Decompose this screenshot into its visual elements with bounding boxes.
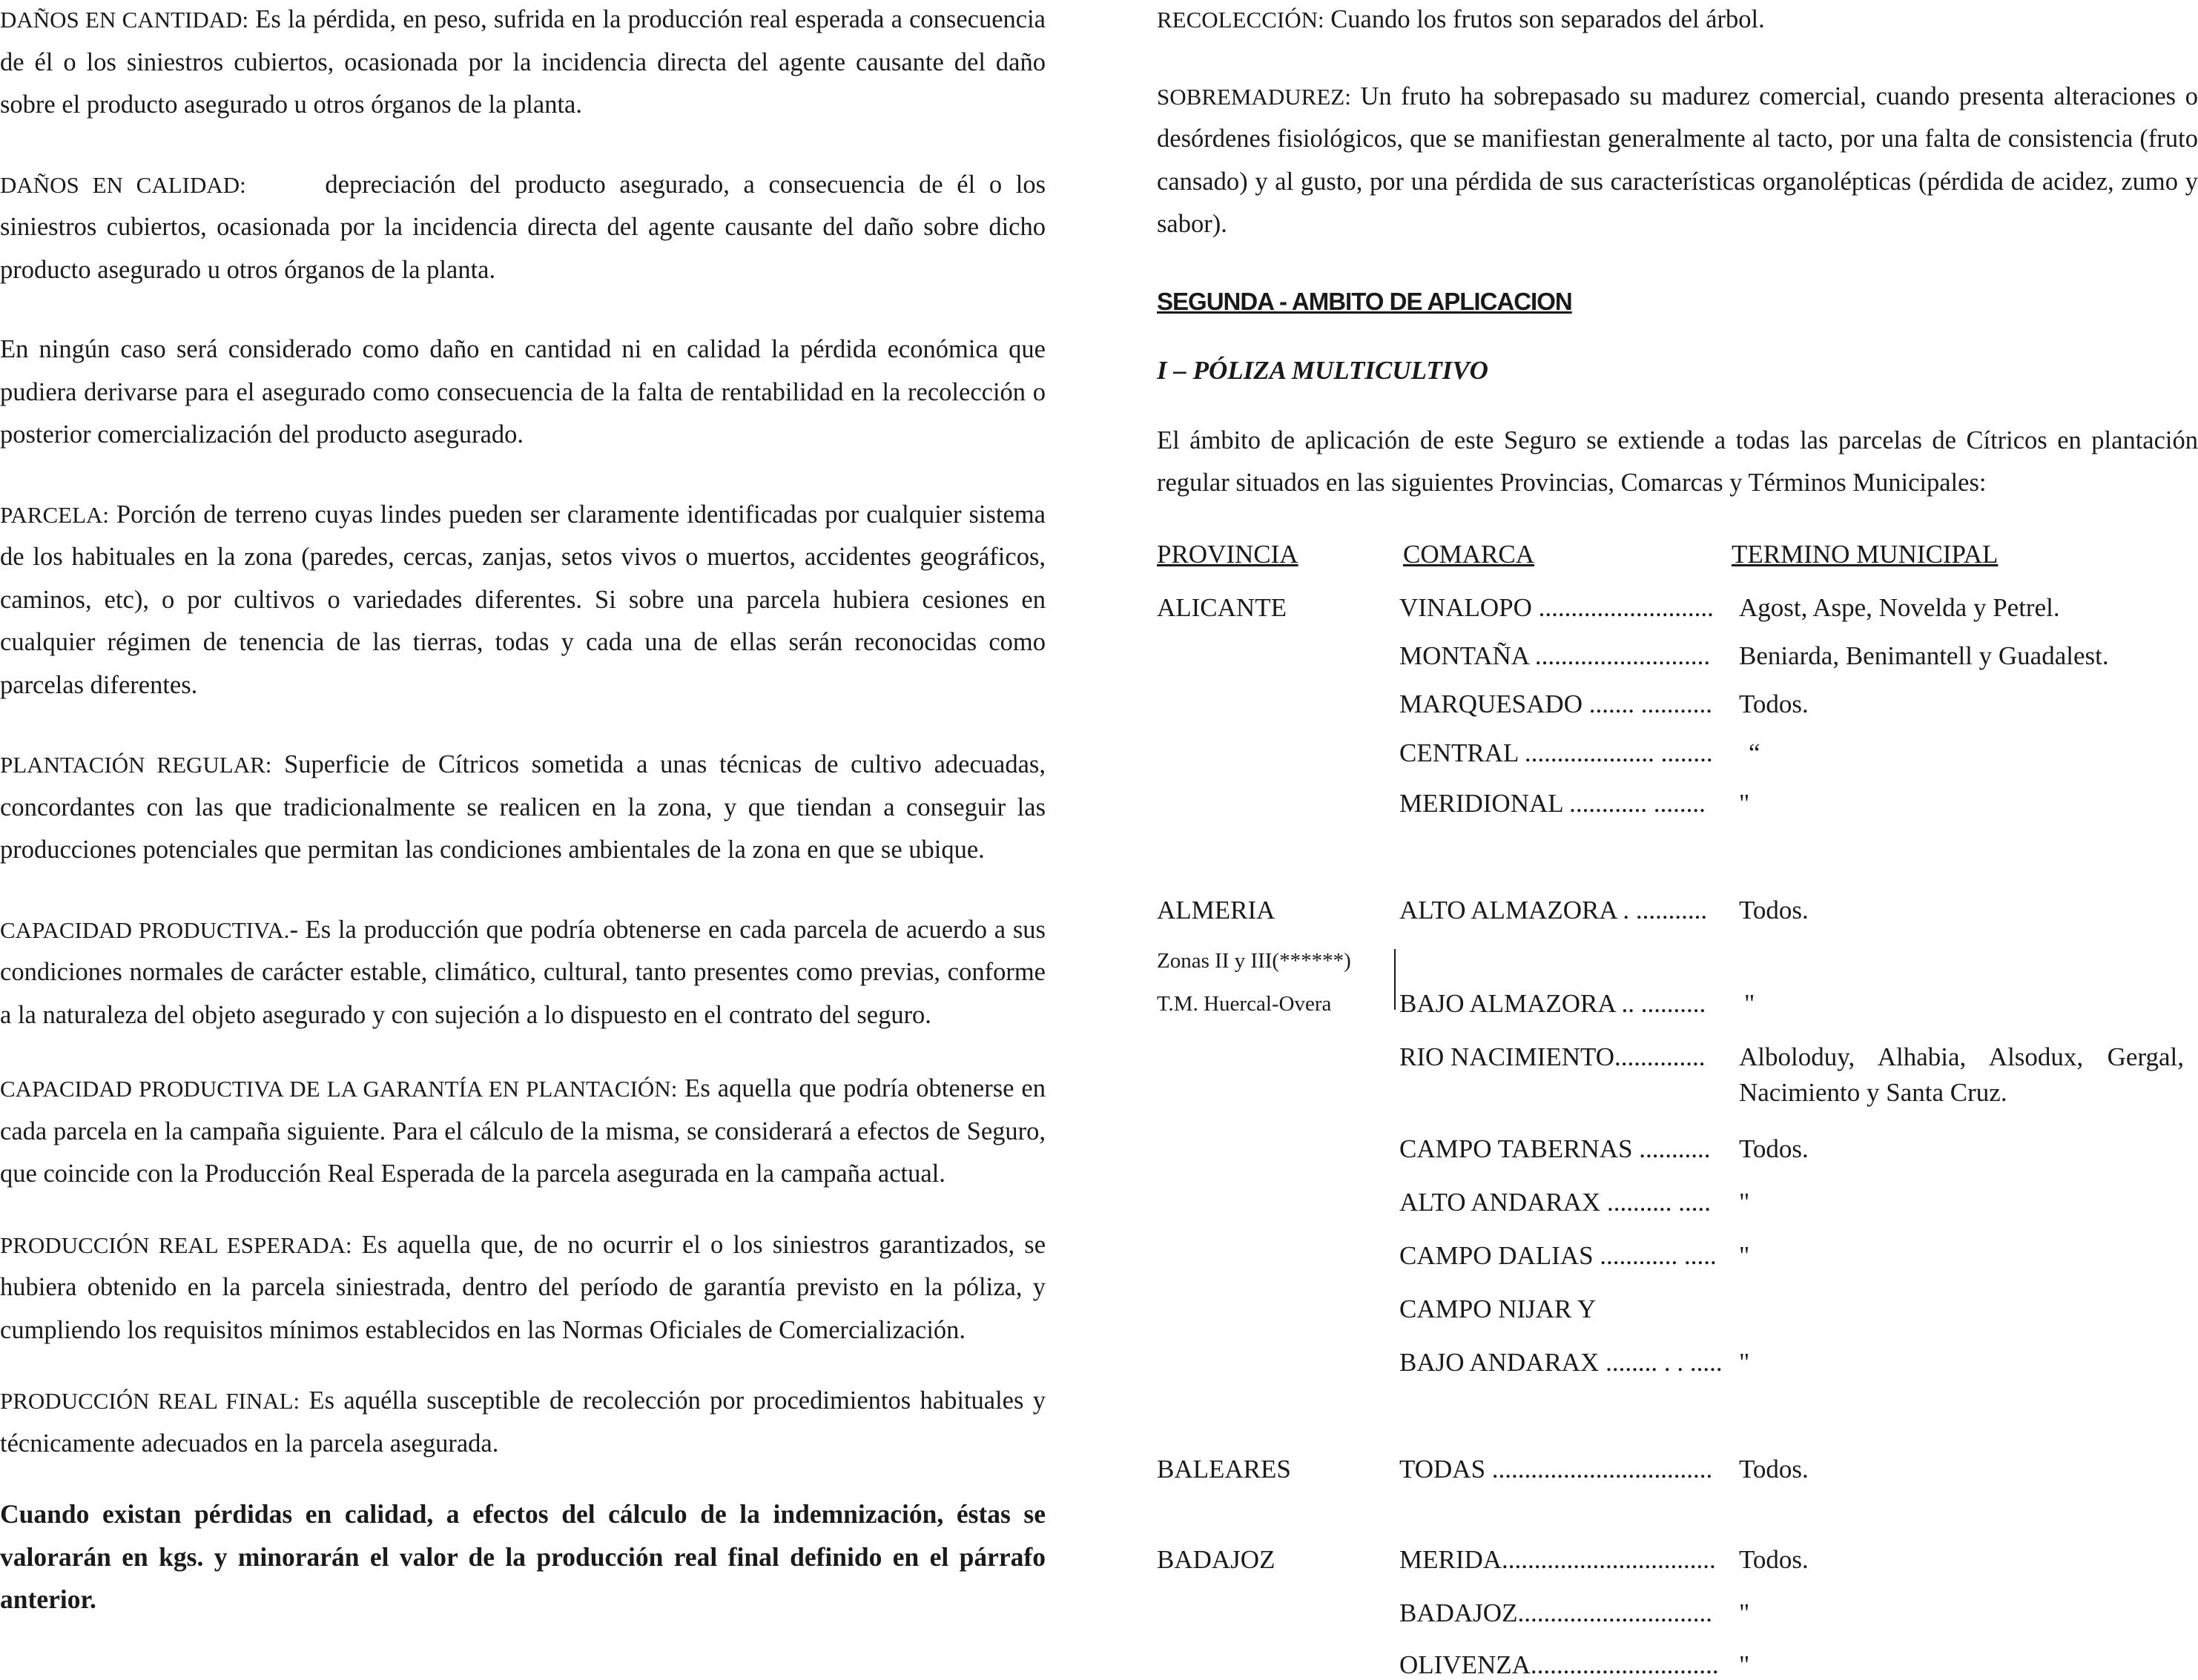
termino-alto-andarax: " — [1739, 1188, 1750, 1217]
termino-vinalopo: Agost, Aspe, Novelda y Petrel. — [1739, 593, 2060, 622]
paragraph-ambito: El ámbito de aplicación de este Seguro se extiende a todas las parcelas de Cítricos en plantación regular situados en las siguientes Provincias, Comarcas y Términos Municipales: — [1157, 426, 2198, 497]
paragraph-bold-note: Cuando existan pérdidas en calidad, a efectos del cálculo de la indemnización, éstas se valorarán en kgs. y minorarán el valor de la producción real final definido en el párrafo anterior. — [0, 1499, 1046, 1614]
comarca-rio-nacimiento: RIO NACIMIENTO.............. — [1399, 1042, 1706, 1071]
paragraph-sobremadurez — [1157, 76, 2198, 246]
comarca-campo-tabernas: CAMPO TABERNAS ........... — [1399, 1134, 1711, 1163]
comarca-alto-andarax: ALTO ANDARAX .......... ..... — [1399, 1188, 1712, 1217]
header-comarca: COMARCA — [1403, 540, 1534, 569]
paragraph-plantacion-regular — [0, 744, 1046, 872]
comarca-central: CENTRAL .................... ........ — [1399, 738, 1713, 767]
term-produccion-esperada: PRODUCCIÓN REAL ESPERADA: — [0, 1231, 352, 1258]
term-parcela: PARCELA: — [0, 501, 110, 528]
definition-capacidad-garantia: Es aquella que podría obtenerse en cada parcela en la campaña siguiente. Para el cálculo de la misma, se considerará a efectos de Seguro, que coincide con la Producción Real Esperada de la parcela asegurada en la campaña actual. — [0, 1074, 1046, 1188]
paragraph-produccion-final — [0, 1380, 1046, 1465]
definition-produccion-final: Es aquélla susceptible de recolección por procedimientos habituales y técnicamente adecuados en la parcela asegurada. — [0, 1386, 1046, 1458]
huercal-note: T.M. Huercal-Overa — [1157, 992, 1332, 1016]
definition-capacidad-productiva: - Es la producción que podría obtenerse en cada parcela de acuerdo a sus condiciones normales de carácter estable, climático, cultural, tanto presentes como previas, conforme a la naturaleza del objeto asegurado y con sujeción a lo dispuesto en el contrato del seguro. — [0, 915, 1046, 1029]
right-column — [1157, 0, 2198, 505]
zonas-note: Zonas II y III(******) — [1157, 949, 1351, 973]
paragraph-danos-cantidad — [0, 0, 1046, 127]
term-capacidad-productiva: CAPACIDAD PRODUCTIVA. — [0, 916, 290, 943]
definition-plantacion-regular: Superficie de Cítricos sometida a unas técnicas de cultivo adecuadas, concordantes con las que tradicionalmente se realicen en la zona, y que tiendan a conseguir las producciones potenciales que permitan las condiciones ambientales de la zona en que se ubique. — [0, 750, 1046, 864]
comarca-montana: MONTAÑA ........................... — [1399, 641, 1711, 670]
comarca-campo-nijar: CAMPO NIJAR Y — [1399, 1294, 1597, 1323]
term-sobremadurez: SOBREMADUREZ: — [1157, 83, 1351, 110]
comarca-marquesado: MARQUESADO ....... ........... — [1399, 689, 1712, 718]
definition-recoleccion: Cuando los frutos son separados del árbol. — [1324, 5, 1765, 33]
definition-parcela: Porción de terreno cuyas lindes pueden ser claramente identificadas por cualquier sistema de los habituales en la zona (paredes, cercas, zanjas, setos vivos o muertos, accidentes geográficos, caminos, etc), o por cultivos o variedades diferentes. Si sobre una parcela hubiera cesiones en cualquier régimen de tenencia de las tierras, todas y cada una de ellas serán reconocidas como parcelas diferentes. — [0, 500, 1046, 699]
paragraph-capacidad-productiva — [0, 909, 1046, 1037]
term-plantacion-regular: PLANTACIÓN REGULAR: — [0, 752, 272, 778]
header-provincia: PROVINCIA — [1157, 540, 1298, 569]
subheading: I – PÓLIZA MULTICULTIVO — [1157, 355, 1488, 385]
paragraph-recoleccion — [1157, 0, 2198, 42]
termino-badajoz: " — [1739, 1598, 1750, 1627]
provincia-alicante: ALICANTE — [1157, 593, 1287, 622]
termino-rio-line2: Nacimiento y Santa Cruz. — [1739, 1078, 2007, 1107]
termino-rio-line1: Alboloduy, Alhabia, Alsodux, Gergal, — [1739, 1042, 2184, 1071]
termino-rio-nacimiento — [1739, 1042, 2184, 1108]
header-termino: TERMINO MUNICIPAL — [1732, 540, 1999, 569]
termino-montana: Beniarda, Benimantell y Guadalest. — [1739, 641, 2109, 670]
comarca-todas: TODAS .................................. — [1399, 1455, 1713, 1484]
term-produccion-final: PRODUCCIÓN REAL FINAL: — [0, 1388, 300, 1414]
termino-meridional: " — [1739, 789, 1750, 818]
provincia-badajoz: BADAJOZ — [1157, 1545, 1275, 1574]
term-capacidad-garantia: CAPACIDAD PRODUCTIVA DE LA GARANTÍA EN PLANTACIÓN: — [0, 1076, 678, 1102]
paragraph-parcela — [0, 494, 1046, 707]
definition-produccion-esperada: Es aquella que, de no ocurrir el o los siniestros garantizados, se hubiera obtenido en la parcela siniestrada, dentro del período de garantía previsto en la póliza, y cumpliendo los requisitos mínimos establecidos en las Normas Oficiales de Comercialización. — [0, 1230, 1046, 1344]
paragraph-produccion-esperada — [0, 1224, 1046, 1352]
definition-danos-calidad: depreciación del producto asegurado, a consecuencia de él o los siniestros cubiertos, ocasionada por la incidencia directa del agente causante del daño sobre dicho producto asegurado u otros órganos de la planta. — [0, 170, 1046, 284]
comarca-meridional: MERIDIONAL ............ ........ — [1399, 789, 1706, 818]
comarca-bajo-andarax: BAJO ANDARAX ........ . . ..... — [1399, 1348, 1723, 1377]
provincia-almeria: ALMERIA — [1157, 896, 1275, 925]
comarca-badajoz: BADAJOZ.............................. — [1399, 1598, 1712, 1627]
termino-todas: Todos. — [1739, 1455, 1809, 1484]
termino-central: “ — [1749, 738, 1760, 767]
comarca-merida: MERIDA................................. — [1399, 1545, 1716, 1574]
paragraph-ningun-caso: En ningún caso será considerado como daño en cantidad ni en calidad la pérdida económica que pudiera derivarse para el asegurado como consecuencia de la falta de rentabilidad en la recolección o posterior comercialización del producto asegurado. — [0, 335, 1046, 449]
left-column — [0, 0, 1046, 1621]
termino-merida: Todos. — [1739, 1545, 1809, 1574]
provincia-baleares: BALEARES — [1157, 1455, 1291, 1484]
comarca-campo-dalias: CAMPO DALIAS ............ ..... — [1399, 1241, 1717, 1270]
bracket-divider — [1394, 949, 1396, 1010]
comarca-alto-almazora: ALTO ALMAZORA . ........... — [1399, 896, 1708, 925]
definition-danos-cantidad: Es la pérdida, en peso, sufrida en la producción real esperada a consecuencia de él o los siniestros cubiertos, ocasionada por la incidencia directa del agente causante del daño sobre el producto asegurado u otros órganos de la planta. — [0, 5, 1046, 119]
termino-bajo-almazora: " — [1744, 989, 1755, 1018]
termino-olivenza: " — [1739, 1650, 1750, 1679]
section-heading: SEGUNDA - AMBITO DE APLICACION — [1157, 287, 1572, 315]
comarca-vinalopo: VINALOPO ........................... — [1399, 593, 1714, 622]
termino-campo-tabernas: Todos. — [1739, 1134, 1809, 1163]
definition-sobremadurez: Un fruto ha sobrepasado su madurez comercial, cuando presenta alteraciones o desórdenes fisiológicos, que se manifiestan generalmente al tacto, por una falta de consistencia (fruto cansado) y al gusto, por una pérdida de sus características organolépticas (pérdida de acidez, zumo y sabor). — [1157, 82, 2198, 238]
termino-marquesado: Todos. — [1739, 689, 1809, 718]
termino-bajo-andarax: " — [1739, 1348, 1750, 1377]
term-danos-cantidad: DAÑOS EN CANTIDAD: — [0, 7, 249, 33]
term-recoleccion: RECOLECCIÓN: — [1157, 7, 1324, 33]
comarca-bajo-almazora: BAJO ALMAZORA .. .......... — [1399, 989, 1706, 1018]
termino-alto-almazora: Todos. — [1739, 896, 1809, 925]
comarca-olivenza: OLIVENZA............................. — [1399, 1650, 1719, 1679]
paragraph-capacidad-garantia — [0, 1068, 1046, 1196]
term-danos-calidad: DAÑOS EN CALIDAD: — [0, 171, 246, 198]
termino-campo-dalias: " — [1739, 1241, 1750, 1270]
paragraph-danos-calidad — [0, 164, 1046, 292]
